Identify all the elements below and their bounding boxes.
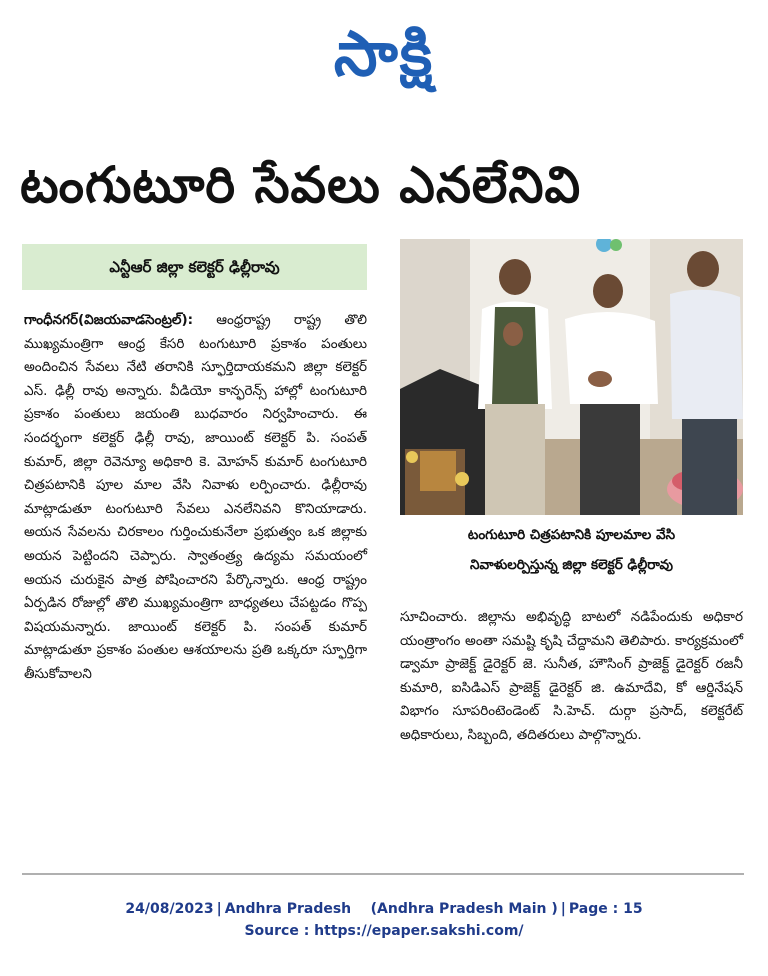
sakshi-logo[interactable]: సాక్షి (333, 17, 435, 90)
dateline: గాంధీనగర్‌(విజయవాడసెంట్రల్‌): (24, 312, 194, 328)
masthead (0, 14, 768, 94)
photo-caption-line-2: నివాళులర్పిస్తున్న జిల్లా కలెక్టర్‌ ఢిల్లీరావు (469, 557, 673, 573)
article-subhead: ఎన్టీఆర్‌ జిల్లా కలెక్టర్‌ ఢిల్లీరావు (22, 244, 367, 290)
footer (0, 898, 768, 942)
footer-edition: (Andhra Pradesh Main ) (370, 901, 558, 917)
footer-date: 24/08/2023 (125, 901, 214, 917)
article-headline: టంగుటూరి సేవలు ఎనలేనివి (20, 156, 582, 214)
photo-caption (400, 520, 743, 580)
body-text-right: సూచించారు. జిల్లాను అభివృద్ధి బాటలో నడిపేందుకు అధికార యంత్రాంగం అంతా సమష్టి కృషి చేద్దామని తెలిపారు. కార్యక్రమంలో డ్వామా ప్రాజెక్ట్‌ డైరెక్టర్‌ జె. సునీత, హౌసింగ్‌ ప్రాజెక్ట్‌ డైరెక్టర్‌ రజనీ కుమారి, ఐసిడిఎస్‌ ప్రాజెక్ట్‌ డైరెక్టర్‌ జి. ఉమాదేవి, కో ఆర్డినేషన్‌ విభాగం సూపరింటెండెంట్‌ సి.హెచ్‌. దుర్గా ప్రసాద్‌, కలెక్టరేట్‌ అధికారులు, సిబ్బంది, తదితరులు పాల్గొన్నారు. (400, 609, 743, 743)
footer-page: Page : 15 (568, 901, 643, 917)
article-body-left (24, 309, 367, 687)
footer-source[interactable]: Source : https://epaper.sakshi.com/ (244, 923, 524, 939)
footer-divider (22, 873, 744, 875)
photo-caption-line-1: టంగుటూరి చిత్రపటానికి పూలమాల వేసి (467, 527, 676, 543)
article-photo[interactable] (400, 239, 743, 515)
footer-meta-line: 24/08/2023 | Andhra Pradesh (Andhra Pradesh Main ) | Page : 15 (125, 901, 643, 917)
article-body-right (400, 606, 743, 748)
footer-region: Andhra Pradesh (224, 901, 352, 917)
body-text-left: ఆంధ్రరాష్ట్ర రాష్ట్ర తొలి ముఖ్యమంత్రిగా ఆంధ్ర కేసరి టంగుటూరి ప్రకాశం పంతులు అందించిన సేవలు నేటి తరానికి స్ఫూర్తిదాయకమని జిల్లా కలెక్టర్‌ ఎస్‌. ఢిల్లీ రావు అన్నారు. వీడియో కాన్ఫరెన్స్‌ హాల్లో టంగుటూరి ప్రకాశం పంతులు జయంతి బుధవారం నిర్వహించారు. ఈ సందర్భంగా కలెక్టర్‌ ఢిల్లీ రావు, జాయింట్‌ కలెక్టర్‌ పి. సంపత్‌ కుమార్‌, జిల్లా రెవెన్యూ అధికారి కె. మోహన్‌ కుమార్‌ టంగుటూరి చిత్రపటానికి పూల మాల వేసి నివాళు లర్పించారు. ఢిల్లీరావు మాట్లాడుతూ టంగుటూరి సేవలు ఎనలేనివని కొనియాడారు. అయన సేవలను చిరకాలం గుర్తించుకునేలా ప్రభుత్వం ఒక జిల్లాకు అయన పెట్టిందని చెప్పారు. స్వాతంత్ర్య ఉద్యమ సమయంలో అయన చురుకైన పాత్ర పోషించారని పేర్కొన్నారు. ఆంధ్ర రాష్ట్రం ఏర్పడిన రోజుల్లో తొలి ముఖ్యమంత్రిగా బాధ్యతలు చేపట్టడం గొప్ప విషయమన్నారు. జాయింట్‌ కలెక్టర్‌ పి. సంపత్‌ కుమార్‌ మాట్లాడుతూ ప్రకాశం పంతుల ఆశయాలను ప్రతి ఒక్కరూ స్ఫూర్తిగా తీసుకోవాలని (24, 312, 367, 682)
